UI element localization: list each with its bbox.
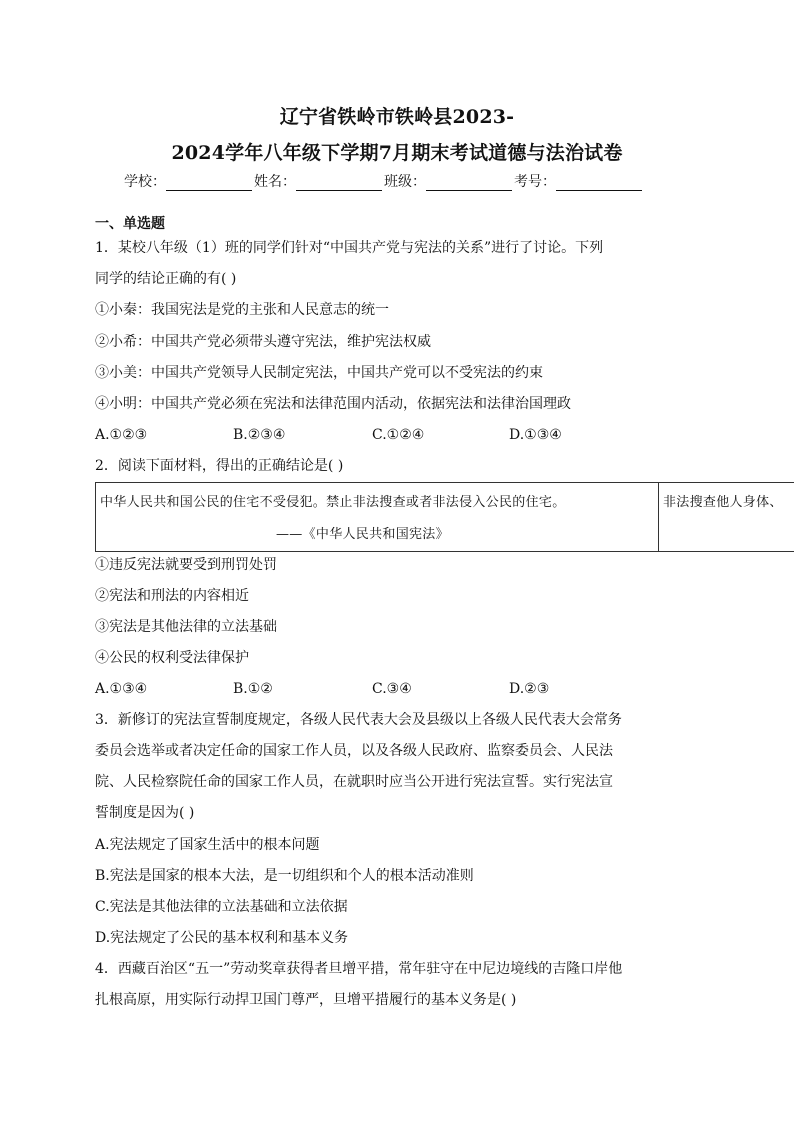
material-constitution-source: ——《中华人民共和国宪法》 [276,527,449,542]
class-blank [426,176,512,191]
school-label: 学校： [124,174,166,190]
name-blank [296,176,382,191]
question-3-line-4: 誓制度是因为( ) [95,805,195,821]
question-3-line-1: 3．新修订的宪法宣誓制度规定，各级人民代表大会及县级以上各级人民代表大会常务 [95,712,622,728]
question-3-line-2: 委员会选举或者决定任命的国家工作人员，以及各级人民政府、监察委员会、人民法 [95,743,613,759]
question-4-line-1: 4．西藏百治区“五一”劳动奖章获得者旦增平措，常年驻守在中尼边境线的吉隆口岸他 [95,961,623,977]
question-2-option-d: D.②③ [509,681,550,697]
name-label: 姓名： [254,174,296,190]
question-2-material-table [95,482,794,552]
question-3-choice-b: B.宪法是国家的根本大法，是一切组织和个人的根本活动准则 [95,868,474,884]
question-1-statement-1: ①小秦：我国宪法是党的主张和人民意志的统一 [95,302,389,318]
question-1-line-2: 同学的结论正确的有( ) [95,271,237,287]
class-label: 班级： [384,174,426,190]
exam-title-line-1: 辽宁省铁岭市铁岭县2023- [279,106,515,128]
question-2-statement-2: ②宪法和刑法的内容相近 [95,588,249,604]
question-1-line-1: 1．某校八年级（1）班的同学们针对“中国共产党与宪法的关系”进行了讨论。下列 [95,240,604,256]
question-2-statement-4: ④公民的权利受法律保护 [95,650,249,666]
material-cell-constitution [96,483,659,551]
question-3-line-3: 院、人民检察院任命的国家工作人员，在就职时应当公开进行宪法宣誓。实行宪法宣 [95,774,613,790]
question-3-choice-a: A.宪法规定了国家生活中的根本问题 [95,837,320,853]
question-2-option-b: B.①② [233,681,273,697]
question-1-option-a: A.①②③ [95,427,148,443]
question-2-option-a: A.①③④ [95,681,148,697]
question-2-option-c: C.③④ [372,681,412,697]
material-cell-criminal-law [659,483,794,551]
student-info-row [124,171,644,191]
section-heading: 一、单选题 [95,216,165,232]
exam-title-line-2: 2024学年八年级下学期7月期末考试道德与法治试卷 [171,142,623,164]
material-criminal-law-text: 非法搜查他人身体、 [663,495,783,510]
question-1-options [95,426,655,444]
question-2-options [95,680,655,698]
question-3-choice-c: C.宪法是其他法律的立法基础和立法依据 [95,899,348,915]
question-1-statement-2: ②小希：中国共产党必须带头遵守宪法，维护宪法权威 [95,334,431,350]
question-3-choice-d: D.宪法规定了公民的基本权利和基本义务 [95,930,349,946]
material-constitution-text: 中华人民共和国公民的住宅不受侵犯。禁止非法搜查或者非法侵入公民的住宅。 [100,495,566,510]
question-2-statement-3: ③宪法是其他法律的立法基础 [95,619,277,635]
question-2-statement-1: ①违反宪法就要受到刑罚处罚 [95,557,277,573]
school-blank [166,176,252,191]
question-1-option-b: B.②③④ [233,427,286,443]
question-1-option-d: D.①③④ [509,427,562,443]
question-1-option-c: C.①②④ [372,427,425,443]
question-2-line-1: 2．阅读下面材料，得出的正确结论是( ) [95,458,344,474]
question-1-statement-4: ④小明：中国共产党必须在宪法和法律范围内活动，依据宪法和法律治国理政 [95,396,571,412]
exam-number-label: 考号： [514,174,556,190]
question-4-line-2: 扎根高原，用实际行动捍卫国门尊严，旦增平措履行的基本义务是( ) [95,992,517,1008]
question-1-statement-3: ③小美：中国共产党领导人民制定宪法，中国共产党可以不受宪法的约束 [95,365,543,381]
exam-number-blank [556,176,642,191]
